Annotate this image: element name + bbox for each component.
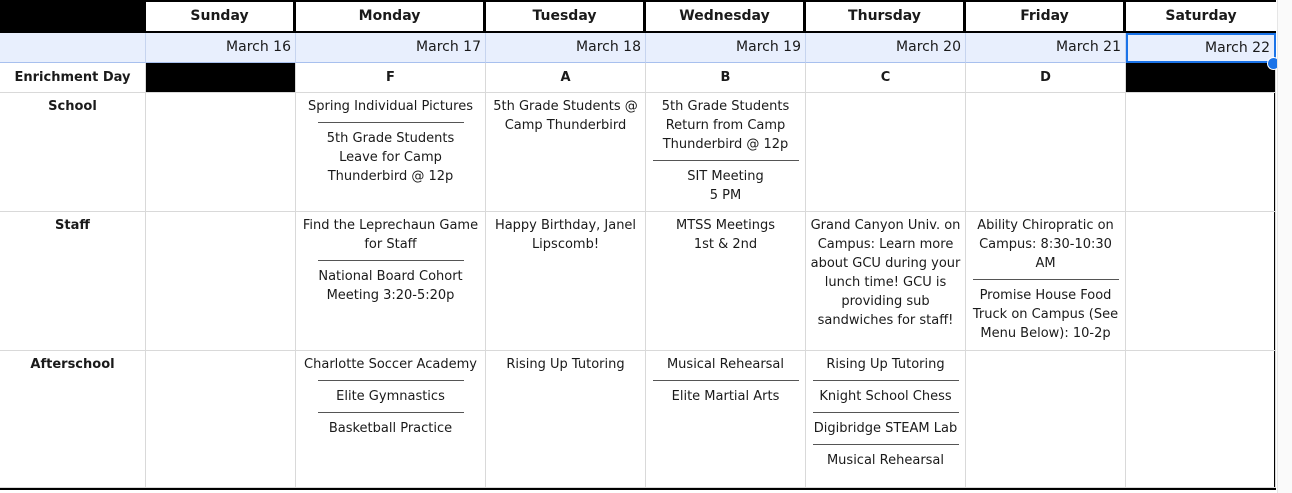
event-text: Digibridge STEAM Lab bbox=[813, 421, 958, 436]
enrichment-tuesday[interactable]: A bbox=[486, 63, 646, 93]
event-text: Rising Up Tutoring bbox=[506, 357, 625, 372]
separator-line bbox=[653, 380, 799, 381]
event-text: Rising Up Tutoring bbox=[826, 357, 945, 372]
afterschool-wednesday[interactable] bbox=[646, 351, 806, 488]
date-row bbox=[0, 33, 1276, 63]
separator-line bbox=[318, 380, 464, 381]
separator-line bbox=[813, 380, 959, 381]
date-sunday[interactable]: March 16 bbox=[146, 33, 296, 63]
header-friday[interactable]: Friday bbox=[966, 0, 1126, 33]
header-sunday[interactable]: Sunday bbox=[146, 0, 296, 33]
event-text: Grand Canyon Univ. on Campus: Learn more about GCU during your lunch time! GCU is providing sub sandwiches for staff! bbox=[810, 218, 961, 328]
separator-line bbox=[318, 122, 464, 123]
separator-line bbox=[813, 412, 959, 413]
enrichment-monday[interactable]: F bbox=[296, 63, 486, 93]
event-text: Find the Leprechaun Game for Staff bbox=[302, 218, 479, 252]
event-text: Ability Chiropratic on Campus: 8:30-10:30 AM bbox=[977, 218, 1114, 271]
date-saturday-selected[interactable]: March 22 bbox=[1126, 33, 1276, 63]
separator-line bbox=[318, 260, 464, 261]
date-corner-cell[interactable] bbox=[0, 33, 146, 63]
date-tuesday[interactable]: March 18 bbox=[486, 33, 646, 63]
event-text: 5th Grade Students @ Camp Thunderbird bbox=[493, 99, 638, 133]
staff-tuesday[interactable] bbox=[486, 212, 646, 351]
event-text: Elite Martial Arts bbox=[671, 389, 780, 404]
header-monday[interactable]: Monday bbox=[296, 0, 486, 33]
afterschool-thursday[interactable] bbox=[806, 351, 966, 488]
staff-wednesday[interactable] bbox=[646, 212, 806, 351]
event-text: 5th Grade Students Return from Camp Thunderbird @ 12p bbox=[661, 99, 790, 152]
staff-monday[interactable] bbox=[296, 212, 486, 351]
staff-saturday[interactable] bbox=[1126, 212, 1276, 351]
staff-sunday[interactable] bbox=[146, 212, 296, 351]
enrichment-sunday[interactable] bbox=[146, 63, 296, 93]
date-monday[interactable]: March 17 bbox=[296, 33, 486, 63]
corner-cell[interactable] bbox=[0, 0, 146, 33]
event-text: Elite Gymnastics bbox=[336, 389, 445, 404]
row-label-staff[interactable]: Staff bbox=[0, 212, 146, 351]
date-thursday[interactable]: March 20 bbox=[806, 33, 966, 63]
enrichment-row bbox=[0, 63, 1276, 93]
separator-line bbox=[973, 279, 1119, 280]
school-saturday[interactable] bbox=[1126, 93, 1276, 212]
staff-thursday[interactable] bbox=[806, 212, 966, 351]
event-text: SIT Meeting 5 PM bbox=[687, 169, 764, 203]
afterschool-friday[interactable] bbox=[966, 351, 1126, 488]
separator-line bbox=[653, 160, 799, 161]
header-saturday[interactable]: Saturday bbox=[1126, 0, 1276, 33]
school-wednesday[interactable] bbox=[646, 93, 806, 212]
header-wednesday[interactable]: Wednesday bbox=[646, 0, 806, 33]
enrichment-wednesday[interactable]: B bbox=[646, 63, 806, 93]
date-wednesday[interactable]: March 19 bbox=[646, 33, 806, 63]
school-monday[interactable] bbox=[296, 93, 486, 212]
row-label-afterschool[interactable]: Afterschool bbox=[0, 351, 146, 488]
enrichment-saturday[interactable] bbox=[1126, 63, 1276, 93]
separator-line bbox=[813, 444, 959, 445]
event-text: Charlotte Soccer Academy bbox=[304, 357, 477, 372]
enrichment-label[interactable]: Enrichment Day bbox=[0, 63, 146, 93]
enrichment-thursday[interactable]: C bbox=[806, 63, 966, 93]
event-text: National Board Cohort Meeting 3:20-5:20p bbox=[318, 269, 463, 303]
row-label-school[interactable]: School bbox=[0, 93, 146, 212]
afterschool-monday[interactable] bbox=[296, 351, 486, 488]
event-text: Happy Birthday, Janel Lipscomb! bbox=[494, 218, 637, 252]
vertical-scrollbar[interactable] bbox=[1277, 0, 1292, 493]
event-text: Musical Rehearsal bbox=[826, 453, 945, 468]
school-sunday[interactable] bbox=[146, 93, 296, 212]
event-text: Basketball Practice bbox=[328, 421, 453, 436]
header-tuesday[interactable]: Tuesday bbox=[486, 0, 646, 33]
day-header-row bbox=[0, 0, 1276, 33]
event-text: Promise House Food Truck on Campus (See Menu Below): 10-2p bbox=[972, 288, 1119, 341]
staff-row bbox=[0, 212, 1276, 351]
school-row bbox=[0, 93, 1276, 212]
afterschool-saturday[interactable] bbox=[1126, 351, 1276, 488]
date-friday[interactable]: March 21 bbox=[966, 33, 1126, 63]
header-thursday[interactable]: Thursday bbox=[806, 0, 966, 33]
afterschool-sunday[interactable] bbox=[146, 351, 296, 488]
event-text: Knight School Chess bbox=[819, 389, 952, 404]
staff-friday[interactable] bbox=[966, 212, 1126, 351]
separator-line bbox=[318, 412, 464, 413]
school-tuesday[interactable] bbox=[486, 93, 646, 212]
afterschool-row bbox=[0, 351, 1276, 488]
school-friday[interactable] bbox=[966, 93, 1126, 212]
school-thursday[interactable] bbox=[806, 93, 966, 212]
event-text: Spring Individual Pictures bbox=[307, 99, 473, 114]
event-text: Musical Rehearsal bbox=[666, 357, 785, 372]
event-text: MTSS Meetings 1st & 2nd bbox=[676, 218, 775, 252]
enrichment-friday[interactable]: D bbox=[966, 63, 1126, 93]
event-text: 5th Grade Students Leave for Camp Thunderbird @ 12p bbox=[326, 131, 455, 184]
afterschool-tuesday[interactable] bbox=[486, 351, 646, 488]
